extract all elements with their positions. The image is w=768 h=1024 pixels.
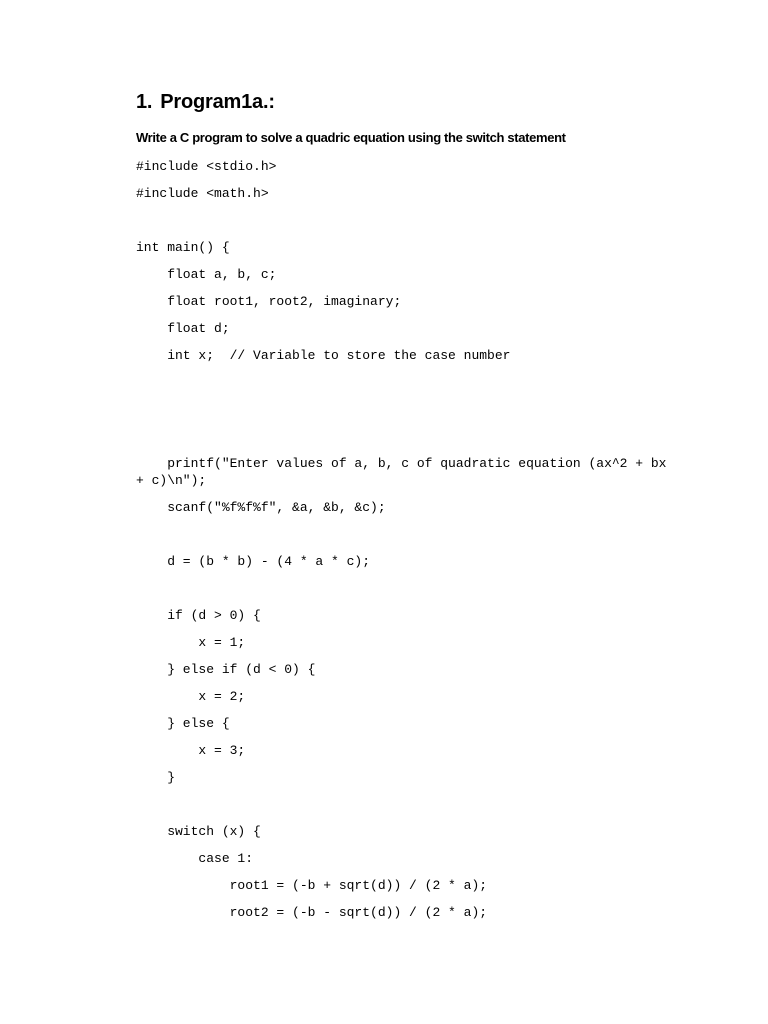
- code-line-close-brace: }: [136, 770, 176, 785]
- code-line-decl-d: float d;: [136, 321, 230, 336]
- task-description: Write a C program to solve a quadric equation using the switch statement: [136, 130, 566, 145]
- code-line-printf: printf("Enter values of a, b, c of quadratic equation (ax^2 + bx + c)\n");: [136, 456, 667, 488]
- code-line-include-math: #include <math.h>: [136, 186, 269, 201]
- code-line-switch: switch (x) {: [136, 824, 261, 839]
- code-line-if: if (d > 0) {: [136, 608, 261, 623]
- code-line-root1: root1 = (-b + sqrt(d)) / (2 * a);: [136, 878, 488, 893]
- code-line-discriminant: d = (b * b) - (4 * a * c);: [136, 554, 371, 569]
- heading-number: 1.: [136, 91, 153, 113]
- code-line-else: } else {: [136, 716, 230, 731]
- code-line-x3: x = 3;: [136, 743, 246, 758]
- code-line-decl-abc: float a, b, c;: [136, 267, 277, 282]
- heading-title: Program1a.:: [160, 91, 275, 113]
- code-line-case1: case 1:: [136, 851, 254, 866]
- code-line-decl-x: int x; // Variable to store the case number: [136, 348, 511, 363]
- code-line-main: int main() {: [136, 240, 230, 255]
- section-heading: [136, 91, 275, 114]
- code-line-x1: x = 1;: [136, 635, 246, 650]
- code-line-decl-roots: float root1, root2, imaginary;: [136, 294, 402, 309]
- code-line-scanf: scanf("%f%f%f", &a, &b, &c);: [136, 500, 386, 515]
- code-line-include-stdio: #include <stdio.h>: [136, 159, 277, 174]
- code-line-x2: x = 2;: [136, 689, 246, 704]
- code-line-else-if: } else if (d < 0) {: [136, 662, 316, 677]
- code-line-root2: root2 = (-b - sqrt(d)) / (2 * a);: [136, 905, 488, 920]
